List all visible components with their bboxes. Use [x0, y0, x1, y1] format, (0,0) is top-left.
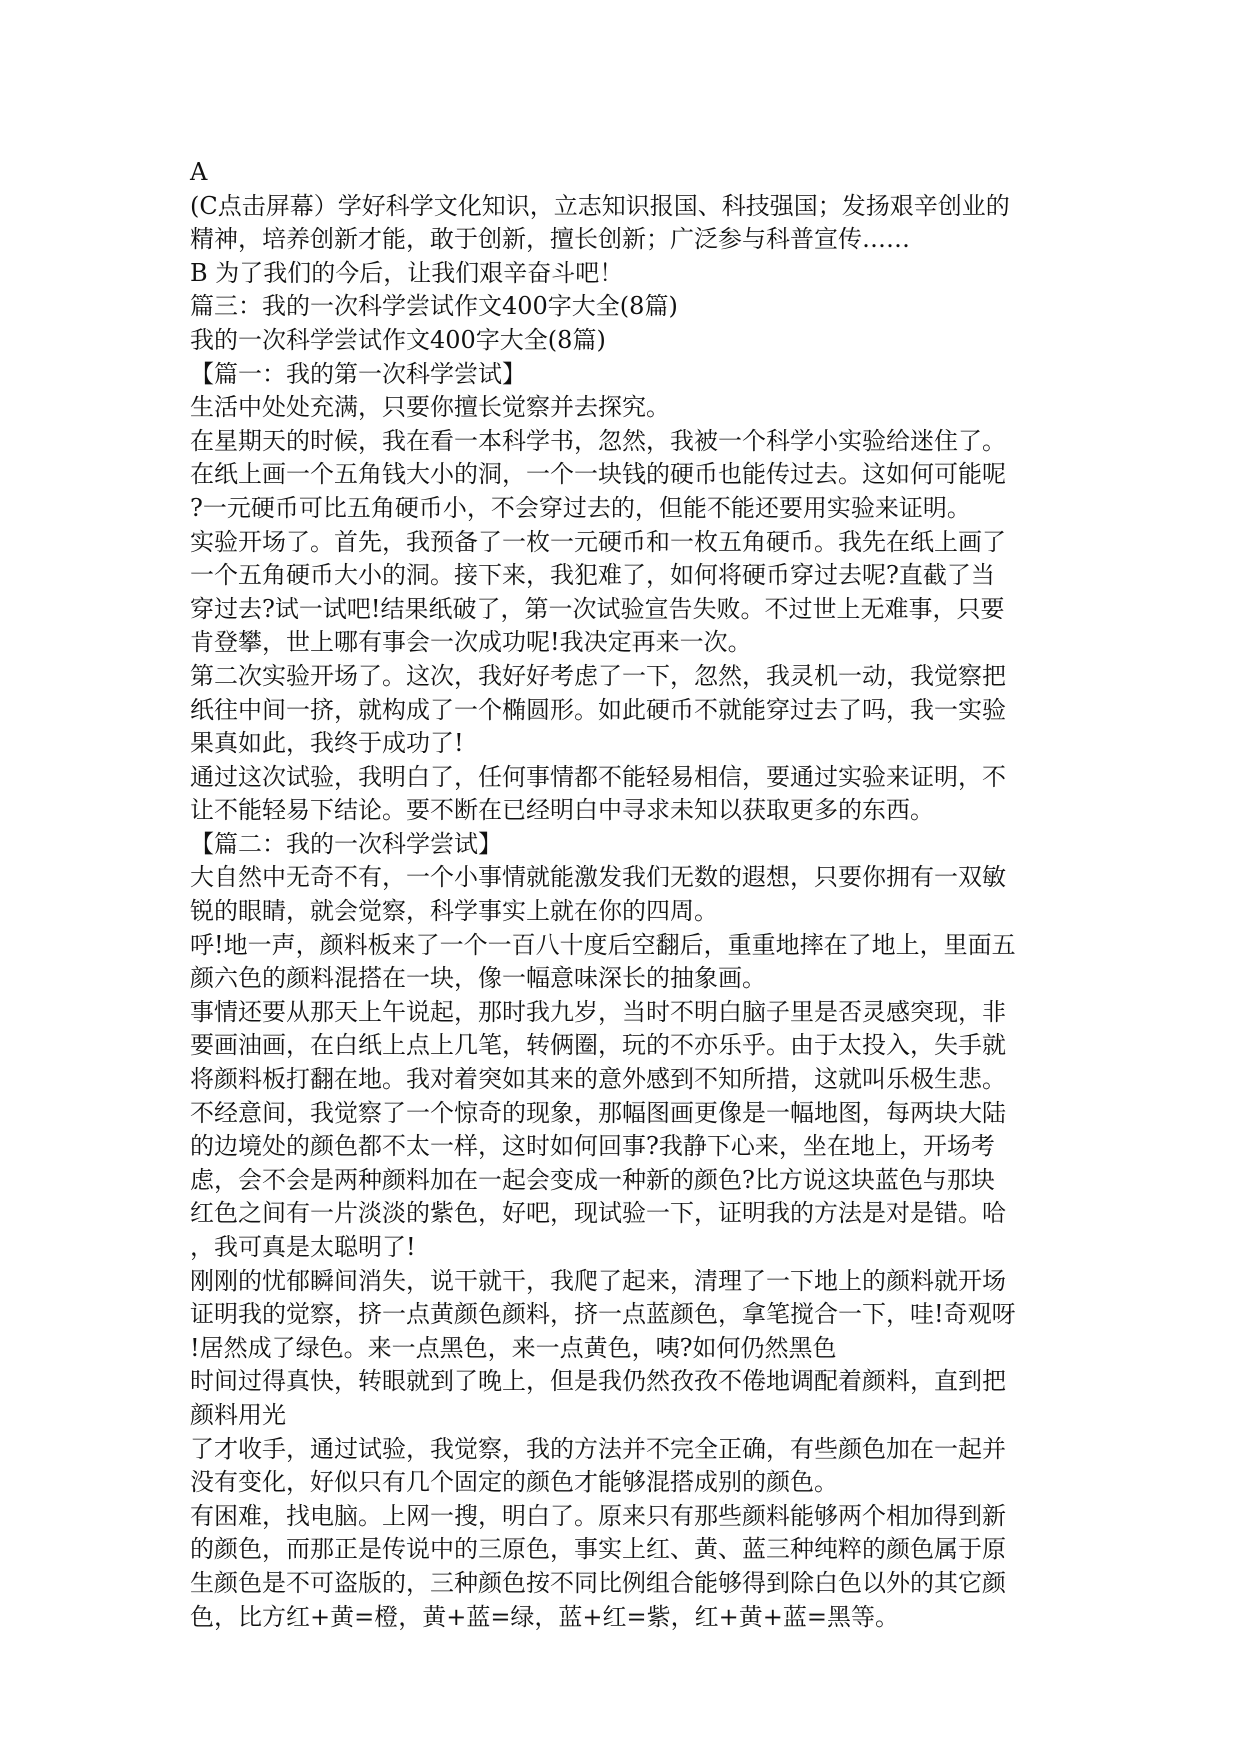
- text-line: 将颜料板打翻在地。我对着突如其来的意外感到不知所措，这就叫乐极生悲。: [190, 1065, 1006, 1094]
- text-line: 在星期天的时候，我在看一本科学书，忽然，我被一个科学小实验给迷住了。: [190, 426, 1006, 455]
- text-line: 红色之间有一片淡淡的紫色，好吧，现试验一下，证明我的方法是对是错。哈: [190, 1199, 1006, 1228]
- text-line: B 为了我们的今后，让我们艰辛奋斗吧！: [190, 258, 624, 287]
- text-line: 【篇一：我的第一次科学尝试】: [190, 359, 526, 388]
- text-line: 呼!地一声，颜料板来了一个一百八十度后空翻后，重重地摔在了地上，里面五: [190, 930, 1016, 959]
- text-line: 穿过去?试一试吧!结果纸破了，第一次试验宣告失败。不过世上无难事，只要: [190, 594, 1005, 623]
- text-line: 了才收手，通过试验，我觉察，我的方法并不完全正确，有些颜色加在一起并: [190, 1434, 1006, 1463]
- text-line: 精神，培养创新才能，敢于创新，擅长创新；广泛参与科普宣传……: [190, 225, 910, 254]
- text-line: 生活中处处充满，只要你擅长觉察并去探究。: [190, 393, 670, 422]
- text-line: 生颜色是不可盗版的，三种颜色按不同比例组合能够得到除白色以外的其它颜: [190, 1568, 1006, 1597]
- text-line: 颜料用光: [190, 1400, 286, 1429]
- text-line: 让不能轻易下结论。要不断在已经明白中寻求未知以获取更多的东西。: [190, 796, 934, 825]
- text-line: 通过这次试验，我明白了，任何事情都不能轻易相信，要通过实验来证明，不: [190, 762, 1006, 791]
- text-line: (C点击屏幕）学好科学文化知识，立志知识报国、科技强国；发扬艰辛创业的: [190, 191, 1010, 220]
- document-page: [190, 156, 1050, 1634]
- text-line: 有困难，找电脑。上网一搜，明白了。原来只有那些颜料能够两个相加得到新: [190, 1501, 1006, 1530]
- text-line: 的边境处的颜色都不太一样，这时如何回事?我静下心来，坐在地上，开场考: [190, 1132, 995, 1161]
- text-line: 的颜色，而那正是传说中的三原色，事实上红、黄、蓝三种纯粹的颜色属于原: [190, 1535, 1006, 1564]
- text-line: 虑，会不会是两种颜料加在一起会变成一种新的颜色?比方说这块蓝色与那块: [190, 1165, 995, 1194]
- text-line: 篇三：我的一次科学尝试作文400字大全(8篇): [190, 292, 678, 321]
- text-line: 刚刚的忧郁瞬间消失，说干就干，我爬了起来，清理了一下地上的颜料就开场: [190, 1266, 1006, 1295]
- text-line: ?一元硬币可比五角硬币小，不会穿过去的，但能不能还要用实验来证明。: [190, 493, 971, 522]
- text-line: 纸往中间一挤，就构成了一个椭圆形。如此硬币不就能穿过去了吗，我一实验: [190, 695, 1006, 724]
- text-line: A: [190, 158, 208, 186]
- text-line: 锐的眼睛，就会觉察，科学事实上就在你的四周。: [190, 897, 718, 926]
- text-line: 实验开场了。首先，我预备了一枚一元硬币和一枚五角硬币。我先在纸上画了: [190, 527, 1006, 556]
- text-line: 大自然中无奇不有，一个小事情就能激发我们无数的遐想，只要你拥有一双敏: [190, 863, 1006, 892]
- text-line: 不经意间，我觉察了一个惊奇的现象，那幅图画更像是一幅地图，每两块大陆: [190, 1098, 1006, 1127]
- text-line: 事情还要从那天上午说起，那时我九岁，当时不明白脑子里是否灵感突现，非: [190, 997, 1006, 1026]
- text-line: !居然成了绿色。来一点黑色，来一点黄色，咦?如何仍然黑色: [190, 1333, 837, 1362]
- text-line: 色，比方红+黄=橙，黄+蓝=绿，蓝+红=紫，红+黄+蓝=黑等。: [190, 1602, 899, 1631]
- text-line: 我的一次科学尝试作文400字大全(8篇): [190, 325, 606, 354]
- text-line: 一个五角硬币大小的洞。接下来，我犯难了，如何将硬币穿过去呢?直截了当: [190, 561, 995, 590]
- text-line: 时间过得真快，转眼就到了晚上，但是我仍然孜孜不倦地调配着颜料，直到把: [190, 1367, 1006, 1396]
- text-line: 【篇二：我的一次科学尝试】: [190, 829, 502, 858]
- text-line: 果真如此，我终于成功了!: [190, 729, 464, 758]
- text-line: 要画油画，在白纸上点上几笔，转俩圈，玩的不亦乐乎。由于太投入，失手就: [190, 1031, 1006, 1060]
- text-line: 没有变化，好似只有几个固定的颜色才能够混搭成别的颜色。: [190, 1468, 838, 1497]
- text-line: 肯登攀，世上哪有事会一次成功呢!我决定再来一次。: [190, 628, 752, 657]
- text-line: 第二次实验开场了。这次，我好好考虑了一下，忽然，我灵机一动，我觉察把: [190, 661, 1006, 690]
- text-line: 在纸上画一个五角钱大小的洞，一个一块钱的硬币也能传过去。这如何可能呢: [190, 460, 1006, 489]
- text-line: ，我可真是太聪明了!: [190, 1233, 416, 1261]
- text-line: 颜六色的颜料混搭在一块，像一幅意味深长的抽象画。: [190, 964, 766, 993]
- text-line: 证明我的觉察，挤一点黄颜色颜料，挤一点蓝颜色，拿笔搅合一下，哇!奇观呀: [190, 1300, 1016, 1329]
